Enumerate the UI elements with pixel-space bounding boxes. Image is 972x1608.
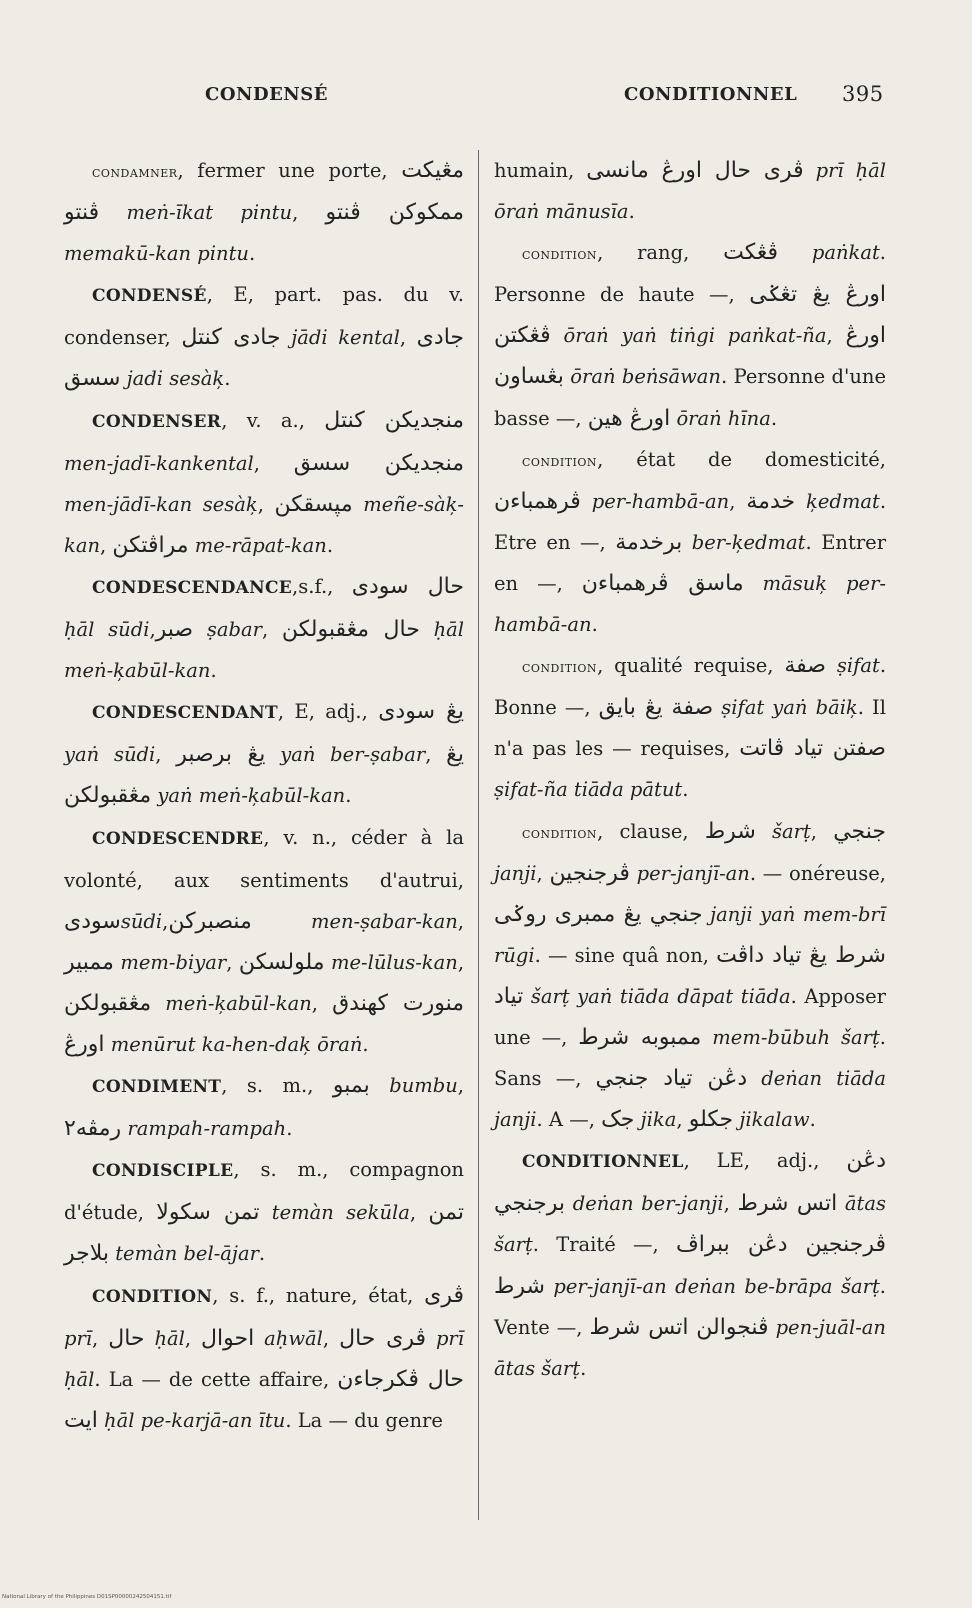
jawi-text: ڤنجوالن اتس شرط	[589, 1314, 769, 1340]
definition-text: . Personne de haute —,	[494, 241, 886, 307]
jawi-text: منجديکن سسق	[293, 450, 464, 476]
definition-text: ,	[810, 819, 834, 843]
entry-condition-qualite	[494, 645, 886, 810]
jawi-text: جنجي	[833, 818, 886, 844]
jawi-text: ملولسکن	[238, 949, 325, 975]
entry-condenser	[64, 400, 464, 566]
scan-footer: National Library of the Philippines D01SP00000242504151.tif	[2, 1594, 172, 1600]
jawi-text: برخدمة	[615, 529, 683, 555]
jawi-text: شرط يڠ تياد داڤت تياد	[494, 942, 886, 1009]
transliteration: per-hambā-an	[591, 489, 730, 513]
entry-conditionnel	[494, 1140, 886, 1389]
transliteration: aḥwāl	[264, 1326, 323, 1350]
page-number: 395	[842, 82, 884, 106]
definition-text: , qualité requise,	[597, 654, 785, 678]
transliteration: mem-būbuh šarṭ	[712, 1025, 880, 1049]
jawi-text: صفة	[784, 653, 826, 679]
definition-text: ,	[253, 451, 294, 475]
jawi-text: منورت کهندق اورڠ	[64, 990, 464, 1057]
definition-text: , état de domesticité,	[597, 447, 886, 471]
jawi-text: صبر	[155, 617, 194, 643]
transliteration: ḥāl	[154, 1326, 185, 1350]
definition-text: ,	[162, 909, 169, 933]
definition-text: , fermer une porte,	[177, 159, 402, 182]
definition-text	[145, 1327, 155, 1350]
definition-text: , LE, adj.,	[683, 1149, 847, 1173]
entry-condition-domesticite	[494, 439, 886, 645]
transliteration: ḥāl meṅ-ķabūl-kan	[64, 618, 465, 683]
headword: CONDITIONNEL	[522, 1152, 684, 1173]
definition-text: humain,	[494, 159, 587, 182]
sense-heading: condamner	[92, 162, 178, 181]
definition-text: ,	[457, 950, 465, 974]
definition-text	[523, 985, 531, 1008]
definition-text	[795, 490, 806, 513]
jawi-text: جادى سسق	[64, 325, 464, 392]
definition-text	[265, 743, 280, 766]
definition-text	[804, 159, 816, 182]
definition-text: . Apposer une —,	[494, 984, 886, 1049]
definition-text: . Etre en —,	[494, 489, 887, 554]
transliteration: jādi kental	[291, 326, 400, 350]
transliteration: men-jādī-kan sesàķ	[64, 492, 258, 516]
definition-text: ,	[100, 533, 113, 557]
definition-text	[151, 992, 165, 1015]
transliteration: prī	[64, 1326, 93, 1350]
entry-condition-1-cont	[494, 150, 886, 232]
definition-text: ,	[399, 326, 417, 350]
definition-text	[193, 618, 207, 641]
definition-text	[756, 820, 772, 843]
definition-text: , v. n., céder à la volonté, aux sentiments d'autrui,	[64, 825, 464, 892]
transliteration: janji yaṅ mem-brī rūgi	[494, 902, 886, 967]
transliteration: yaṅ sūdi	[64, 743, 156, 767]
transliteration: sūdi	[120, 909, 163, 933]
entry-condition-clause	[494, 811, 886, 1141]
definition-text	[281, 326, 292, 349]
definition-text	[778, 241, 812, 264]
running-head-left: CONDENSÉ	[205, 84, 328, 105]
transliteration: ṣifat-ña tiāda pātut	[494, 778, 683, 802]
jawi-text: يڠ سودى	[378, 699, 465, 725]
definition-text: . Traité —,	[532, 1233, 676, 1257]
jawi-text: سودى	[64, 908, 121, 934]
definition-text: .	[809, 1108, 816, 1132]
definition-text: .	[682, 778, 689, 802]
definition-text	[744, 572, 763, 595]
definition-text	[701, 1026, 712, 1049]
jawi-text: منصبرکن	[168, 908, 252, 934]
definition-text: .	[286, 1117, 293, 1141]
jawi-text: يڠ مڠقبولکن	[64, 742, 465, 809]
transliteration: prī ḥāl ōraṅ mānusīa	[494, 159, 887, 224]
transliteration: šarṭ	[771, 819, 811, 843]
definition-text	[565, 1192, 573, 1215]
transliteration: jika	[640, 1108, 677, 1132]
transliteration: šarṭ yaṅ tiāda dāpat tiāda	[530, 984, 791, 1008]
entry-condamner	[64, 150, 464, 274]
jawi-text: اورڠ بڠساون	[494, 323, 886, 390]
transliteration: men-jadī-kankental	[64, 451, 254, 475]
definition-text: .	[628, 200, 635, 224]
jawi-text: اورڠ يڠ تڠݢى ڤڠکتن	[494, 282, 886, 349]
left-column	[64, 150, 464, 1441]
definition-text: . Sans —,	[494, 1025, 886, 1091]
transliteration: ṣifat yaṅ bāiķ	[721, 696, 858, 720]
transliteration: ķedmat	[806, 489, 880, 513]
jawi-text: ڤرى حال اورڠ مانسى	[586, 158, 804, 183]
definition-text: ,	[292, 201, 326, 225]
definition-text: .	[770, 406, 778, 430]
definition-text: .	[326, 533, 334, 557]
jawi-text: ماسق ڤرهمباءن	[581, 570, 744, 596]
transliteration: pen-juāl-an ātas šarṭ	[494, 1315, 886, 1380]
jawi-text: حال سودى	[351, 573, 464, 599]
definition-text: , v. a.,	[221, 408, 325, 432]
jawi-text: جنجي يڠ ممبرى روݢى	[494, 901, 703, 927]
transliteration: me-rāpat-kan	[194, 533, 327, 557]
entry-condescendre	[64, 817, 464, 1066]
definition-text	[703, 903, 711, 926]
jawi-text: ممبوبه شرط	[578, 1024, 702, 1050]
jawi-text: ڤرى حال	[339, 1325, 426, 1351]
jawi-text: تمن سکولا	[156, 1200, 260, 1226]
jawi-text: يڠ برصبر	[176, 742, 266, 768]
definition-text	[420, 618, 434, 641]
definition-text	[252, 910, 311, 933]
definition-text: ,	[457, 1074, 464, 1098]
sense-heading: condition	[522, 244, 598, 264]
jawi-text: خدمة	[746, 488, 796, 514]
definition-text	[630, 862, 637, 885]
entry-condisciple	[64, 1149, 464, 1274]
definition-text: . A —,	[536, 1108, 602, 1132]
jawi-text: احوال	[201, 1325, 255, 1351]
headword: CONDENSER	[92, 411, 222, 432]
definition-text: .	[210, 659, 217, 683]
definition-text	[551, 324, 564, 347]
definition-text: ,	[149, 618, 156, 642]
running-head-right: CONDITIONNEL	[624, 84, 798, 105]
transliteration: ṣabar	[206, 618, 262, 642]
transliteration: meñe-sàķ-kan	[64, 492, 464, 557]
definition-text: .	[224, 367, 231, 391]
definition-text: .	[591, 613, 598, 637]
jawi-text: مڠيکت ڤنتو	[64, 158, 464, 226]
jawi-text: ممکوکن ڤنتو	[325, 200, 464, 226]
definition-text: . Personne d'une basse —,	[494, 365, 886, 430]
definition-text: .	[362, 1032, 369, 1056]
right-column	[494, 150, 886, 1389]
definition-text: ,	[425, 743, 447, 767]
transliteration: me-lūlus-kan	[331, 950, 458, 974]
entry-condense	[64, 274, 464, 399]
transliteration: ṣifat	[836, 654, 880, 678]
definition-text: , E, adj.,	[277, 700, 379, 724]
definition-text: . La — de cette affaire,	[94, 1367, 338, 1391]
headword: CONDESCENDANCE	[92, 577, 293, 598]
jawi-text: دڠن تياد جنجي	[595, 1066, 748, 1092]
transliteration: jadi sesàķ	[126, 367, 225, 391]
headword: CONDISCIPLE	[92, 1161, 234, 1182]
transliteration: janji	[494, 861, 537, 885]
definition-text	[254, 1327, 264, 1350]
transliteration: jikalaw	[739, 1108, 810, 1132]
jawi-text: اورڠ هين	[587, 405, 671, 431]
definition-text: ,	[184, 1326, 202, 1350]
jawi-text: دڠن برجنجي	[494, 1148, 886, 1217]
definition-text: ,s.f.,	[292, 574, 352, 598]
transliteration: bumbu	[389, 1074, 458, 1098]
definition-text: , E, part. pas. du v. condenser,	[64, 283, 464, 350]
headword: CONDITION	[92, 1286, 213, 1307]
jawi-text: رمڤه٢	[64, 1116, 122, 1142]
definition-text: ,	[257, 492, 275, 516]
headword: CONDIMENT	[92, 1077, 222, 1098]
definition-text: ,	[92, 1326, 109, 1350]
definition-text	[826, 654, 837, 677]
definition-text: ,	[826, 324, 846, 348]
definition-text: . Il n'a pas les — requises,	[494, 696, 886, 761]
definition-text: , rang,	[597, 241, 724, 265]
headword: CONDESCENDANT	[92, 703, 278, 724]
jawi-text: ڤڠکت	[723, 240, 778, 266]
definition-text: ,	[311, 991, 333, 1015]
definition-text: ,	[261, 618, 282, 642]
definition-text: .	[345, 784, 352, 808]
jawi-text: صفتن تياد ڤاتت	[739, 736, 886, 762]
transliteration: deṅan ber-janji	[572, 1192, 724, 1216]
transliteration: ḥāl sūdi	[64, 618, 150, 642]
column-divider	[478, 150, 479, 1520]
transliteration: memakū-kan pintu	[64, 242, 249, 266]
transliteration: deṅan tiāda janji	[494, 1067, 886, 1132]
jawi-text: جادى کنتل	[181, 325, 281, 351]
transliteration: ber-ķedmat	[691, 530, 806, 554]
transliteration: per-janjī-an	[636, 861, 750, 885]
sense-heading: condition	[522, 822, 598, 842]
jawi-text: ڤرهمباءن	[494, 488, 581, 514]
transliteration: yaṅ ber-ṣabar	[280, 743, 426, 767]
transliteration: meṅ-īkat pintu	[126, 201, 293, 225]
jawi-text: ڤرجنجين	[549, 860, 630, 886]
jawi-text: تمن بلاجر	[64, 1200, 464, 1267]
definition-text: . Vente —,	[494, 1274, 886, 1339]
jawi-text: ڤرجنجين دڠن ببراڤ شرط	[494, 1232, 886, 1299]
definition-text: ,	[409, 1201, 429, 1225]
definition-text: , clause,	[597, 819, 705, 843]
definition-text	[747, 1067, 761, 1090]
definition-text: .	[248, 242, 256, 266]
sense-heading: condition	[522, 657, 598, 677]
jawi-text: صفة يڠ بايق	[598, 695, 714, 721]
definition-text	[682, 531, 692, 554]
jawi-text: ممبير	[64, 949, 114, 975]
transliteration: māsuķ per-hambā-an	[494, 571, 886, 637]
definition-text: .	[258, 1242, 266, 1266]
definition-text: ,	[536, 861, 550, 885]
definition-text	[769, 1316, 776, 1339]
transliteration: temàn sekūla	[271, 1201, 410, 1225]
headword: CONDENSÉ	[92, 286, 207, 307]
definition-text: ,	[322, 1326, 340, 1350]
jawi-text: حال مڠقبولکن	[281, 617, 420, 643]
transliteration: prī ḥāl	[64, 1326, 464, 1391]
transliteration: rampah-rampah	[127, 1117, 287, 1141]
definition-text	[353, 493, 364, 516]
headword: CONDESCENDRE	[92, 828, 264, 849]
jawi-text: اتس شرط	[737, 1191, 838, 1217]
definition-text	[259, 1201, 271, 1224]
definition-text	[837, 1192, 845, 1215]
jawi-text: مراڤتکن	[112, 532, 189, 558]
entry-condition-rang	[494, 232, 886, 438]
jawi-text: مڠقبولکن	[64, 990, 152, 1016]
jawi-text: جکلو	[688, 1107, 734, 1133]
entry-condescendant	[64, 691, 464, 816]
definition-text: , s. m., compagnon d'étude,	[64, 1158, 464, 1225]
transliteration: yaṅ meṅ-ķabūl-kan	[157, 784, 346, 808]
definition-text: , s. m.,	[221, 1074, 333, 1098]
jawi-text: حال	[108, 1325, 145, 1351]
entry-condescendance	[64, 566, 464, 691]
jawi-text: مڽسقکن	[274, 491, 353, 517]
transliteration: ōraṅ yaṅ tiṅgi paṅkat-ña	[563, 324, 827, 348]
definition-text	[426, 1327, 436, 1350]
jawi-text: حال ڤکرجاءن ايت	[64, 1366, 464, 1433]
definition-text: .	[580, 1356, 587, 1380]
definition-text: . La — du genre	[285, 1408, 443, 1432]
entry-condiment	[64, 1065, 464, 1149]
definition-text: ,	[729, 489, 747, 513]
transliteration: menūrut ka-hen-daķ ōraṅ	[110, 1032, 363, 1056]
transliteration: paṅkat	[811, 241, 880, 265]
transliteration: meṅ-ķabūl-kan	[165, 991, 312, 1015]
transliteration: men-ṣabar-kan	[310, 909, 458, 933]
definition-text	[99, 201, 126, 224]
definition-text: . — sine quâ non,	[534, 943, 717, 967]
transliteration: per-janjī-an deṅan be-brāpa šarṭ	[553, 1274, 880, 1298]
definition-text: ,	[457, 909, 464, 933]
definition-text: ,	[676, 1108, 689, 1132]
transliteration: ḥāl pe-karjā-an ītu	[104, 1408, 286, 1432]
definition-text	[370, 1074, 389, 1097]
transliteration: temàn bel-ājar	[115, 1242, 259, 1266]
jawi-text: جک	[601, 1107, 635, 1133]
transliteration: ōraṅ hīna	[676, 406, 771, 430]
transliteration: mem-biyar	[120, 950, 227, 974]
jawi-text: بمبو	[332, 1073, 370, 1099]
definition-text: . Bonne —,	[494, 654, 887, 720]
definition-text: ,	[226, 950, 239, 974]
transliteration: ōraṅ beṅsāwan	[570, 365, 721, 389]
jawi-text: منجديکن کنتل	[324, 407, 464, 433]
transliteration: ātas šarṭ	[494, 1192, 887, 1257]
entry-condition-1	[64, 1275, 464, 1441]
definition-text: , s. f., nature, état,	[212, 1283, 425, 1307]
sense-heading: condition	[522, 450, 598, 470]
jawi-text: ڤرى	[424, 1282, 464, 1308]
jawi-text: شرط	[704, 818, 756, 844]
definition-text: . — onéreuse,	[749, 861, 886, 885]
definition-text: ,	[155, 743, 177, 767]
definition-text: . Entrer en —,	[494, 530, 887, 595]
definition-text: ,	[723, 1192, 738, 1216]
definition-text	[581, 490, 592, 513]
